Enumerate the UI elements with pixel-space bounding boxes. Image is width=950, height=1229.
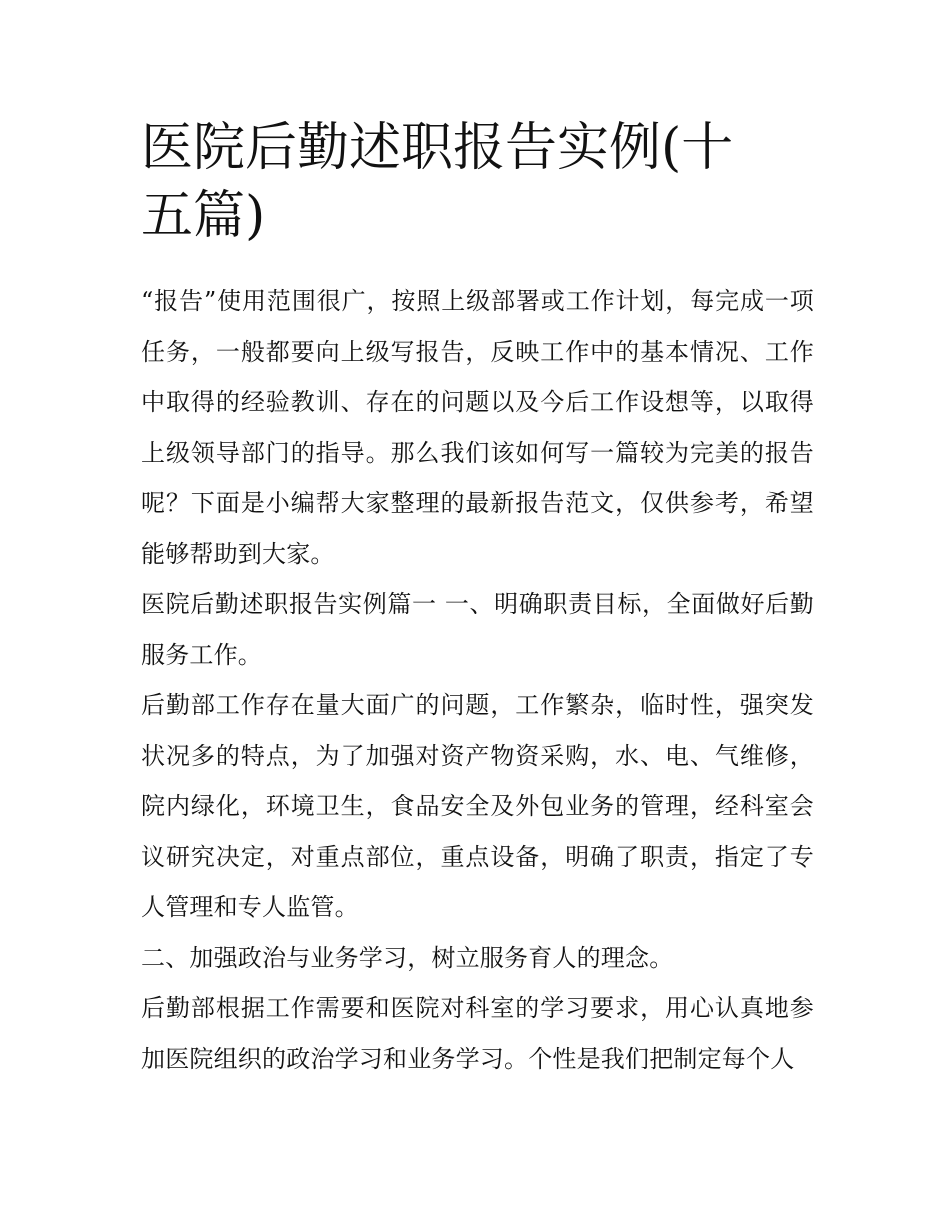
paragraph-intro: “报告”使用范围很广，按照上级部署或工作计划，每完成一项任务，一般都要向上级写报告，反映工作中的基本情况、工作中取得的经验教训、存在的问题以及今后工作设想等，以取得上级领导部门的指导。那么我们该如何写一篇较为完美的报告呢？下面是小编帮大家整理的最新报告范文，仅供参考，希望能够帮助到大家。 bbox=[141, 287, 814, 568]
paragraph-section-2-body: 后勤部根据工作需要和医院对科室的学习要求，用心认真地参加医院组织的政治学习和业务学习。个性是我们把制定每个人 bbox=[141, 994, 814, 1073]
paragraph-section-2-heading: 二、加强政治与业务学习，树立服务育人的理念。 bbox=[141, 943, 674, 972]
paragraph-section-1-body: 后勤部工作存在量大面广的问题，工作繁杂，临时性，强突发状况多的特点，为了加强对资产物资采购，水、电、气维修，院内绿化，环境卫生，食品安全及外包业务的管理，经科室会议研究决定，对重点部位，重点设备，明确了职责，指定了专人管理和专人监管。 bbox=[141, 691, 814, 921]
document-title: 医院后勤述职报告实例(十五篇) bbox=[141, 118, 734, 246]
paragraph-section-1-heading: 医院后勤述职报告实例篇一 一、明确职责目标，全面做好后勤服务工作。 bbox=[141, 590, 814, 669]
